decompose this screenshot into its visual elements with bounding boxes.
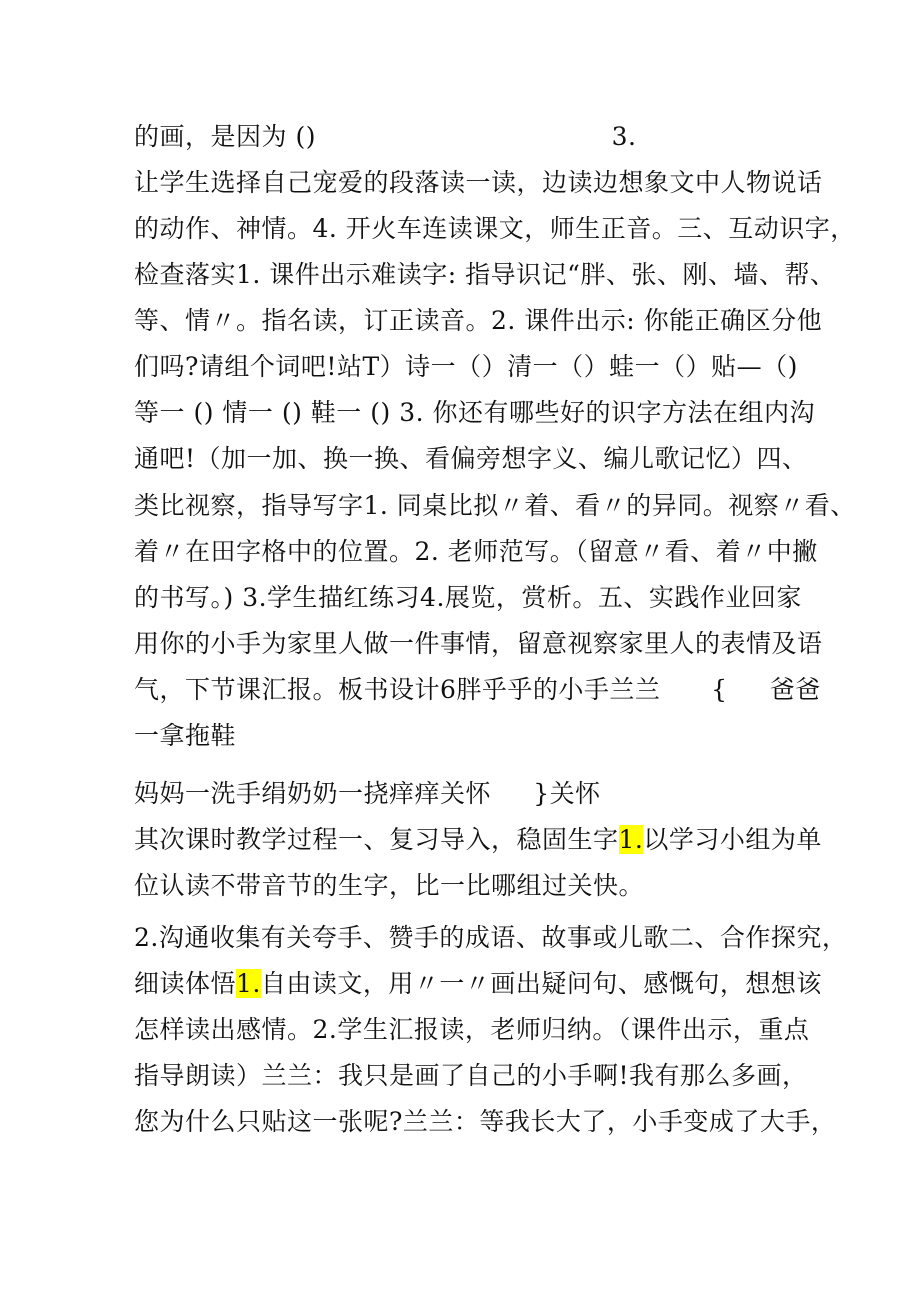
text-segment: 们吗?请组个词吧!站T）诗一（）清一（）蛙一（）贴—（): [134, 352, 798, 381]
text-line: [134, 347, 798, 387]
text-segment: 检查落实1. 课件出示难读字: 指导识记“胖、张、刚、墙、帮、: [134, 260, 836, 289]
highlighted-number: 1.: [618, 825, 644, 854]
text-segment: 以学习小组为单: [643, 825, 822, 854]
text-line: [134, 1056, 808, 1096]
text-segment: 细读体悟: [134, 969, 237, 998]
text-segment: 2.沟通收集有关夸手、赞手的成语、故事或儿歌二、合作探究，: [134, 923, 848, 952]
text-line: [134, 578, 802, 618]
text-segment: 等、情〃。指名读，订正读音。2. 课件出示: 你能正确区分他: [134, 306, 823, 335]
text-segment: 指导朗读）兰兰：我只是画了自己的小手啊!我有那么多画，: [134, 1061, 808, 1090]
text-line: [134, 866, 794, 906]
text-line: [134, 964, 822, 1004]
text-line: [134, 393, 816, 433]
text-line: [134, 918, 848, 958]
text-line: [134, 301, 823, 341]
text-line: [134, 486, 856, 526]
text-line: [134, 255, 836, 295]
text-line: [134, 209, 856, 249]
highlighted-number: 1.: [236, 969, 261, 998]
text-segment: 怎样读出感情。2.学生汇报读，老师归纳。（课件出示，重点: [134, 1015, 810, 1044]
text-segment: 一拿拖鞋: [134, 721, 237, 750]
text-segment: 3.: [315, 122, 637, 151]
text-segment: 自由读文，用〃一〃画出疑问句、感慨句，想想该: [260, 969, 822, 998]
text-segment: 让学生选择自己宠爱的段落读一读，边读边想象文中人物说话: [134, 168, 823, 197]
text-segment: 用你的小手为家里人做一件事情，留意视察家里人的表情及语: [134, 629, 823, 658]
text-line: [134, 716, 794, 756]
text-segment: 妈妈一洗手绢奶奶一挠痒痒关怀 }关怀: [134, 779, 601, 808]
text-segment: 位认读不带音节的生字，比一比哪组过关快。: [134, 871, 645, 900]
text-line: [134, 439, 808, 479]
text-segment: 通吧!（加一加、换一换、看偏旁想字义、编儿歌记忆）四、: [134, 444, 808, 473]
text-segment: 其次课时教学过程一、复习导入，稳固生字: [134, 825, 619, 854]
text-segment: 的画，是因为 (): [134, 122, 316, 151]
text-segment: 的书写。) 3.学生描红练习4.展览，赏析。五、实践作业回家: [134, 583, 802, 612]
text-line: [134, 1102, 837, 1142]
text-line: [134, 117, 794, 157]
text-segment: 您为什么只贴这一张呢?兰兰：等我长大了，小手变成了大手，: [134, 1107, 837, 1136]
text-line: [134, 532, 818, 572]
text-line: [134, 163, 823, 203]
text-segment: 等一 () 情一 () 鞋一 () 3. 你还有哪些好的识字方法在组内沟: [134, 398, 816, 427]
text-line: [134, 624, 823, 664]
text-segment: 的动作、神情。4. 开火车连读课文，师生正音。三、互动识字，: [134, 214, 856, 243]
text-line: [134, 670, 821, 710]
text-line: [134, 820, 822, 860]
text-line: [134, 774, 794, 814]
text-segment: 气，下节课汇报。板书设计6胖乎乎的小手兰兰 { 爸爸: [134, 675, 821, 704]
text-segment: 类比视察，指导写字1. 同桌比拟〃着、看〃的异同。视察〃看、: [134, 491, 856, 520]
text-segment: 着〃在田字格中的位置。2. 老师范写。（留意〃看、着〃中撇: [134, 537, 818, 566]
text-line: [134, 1010, 810, 1050]
